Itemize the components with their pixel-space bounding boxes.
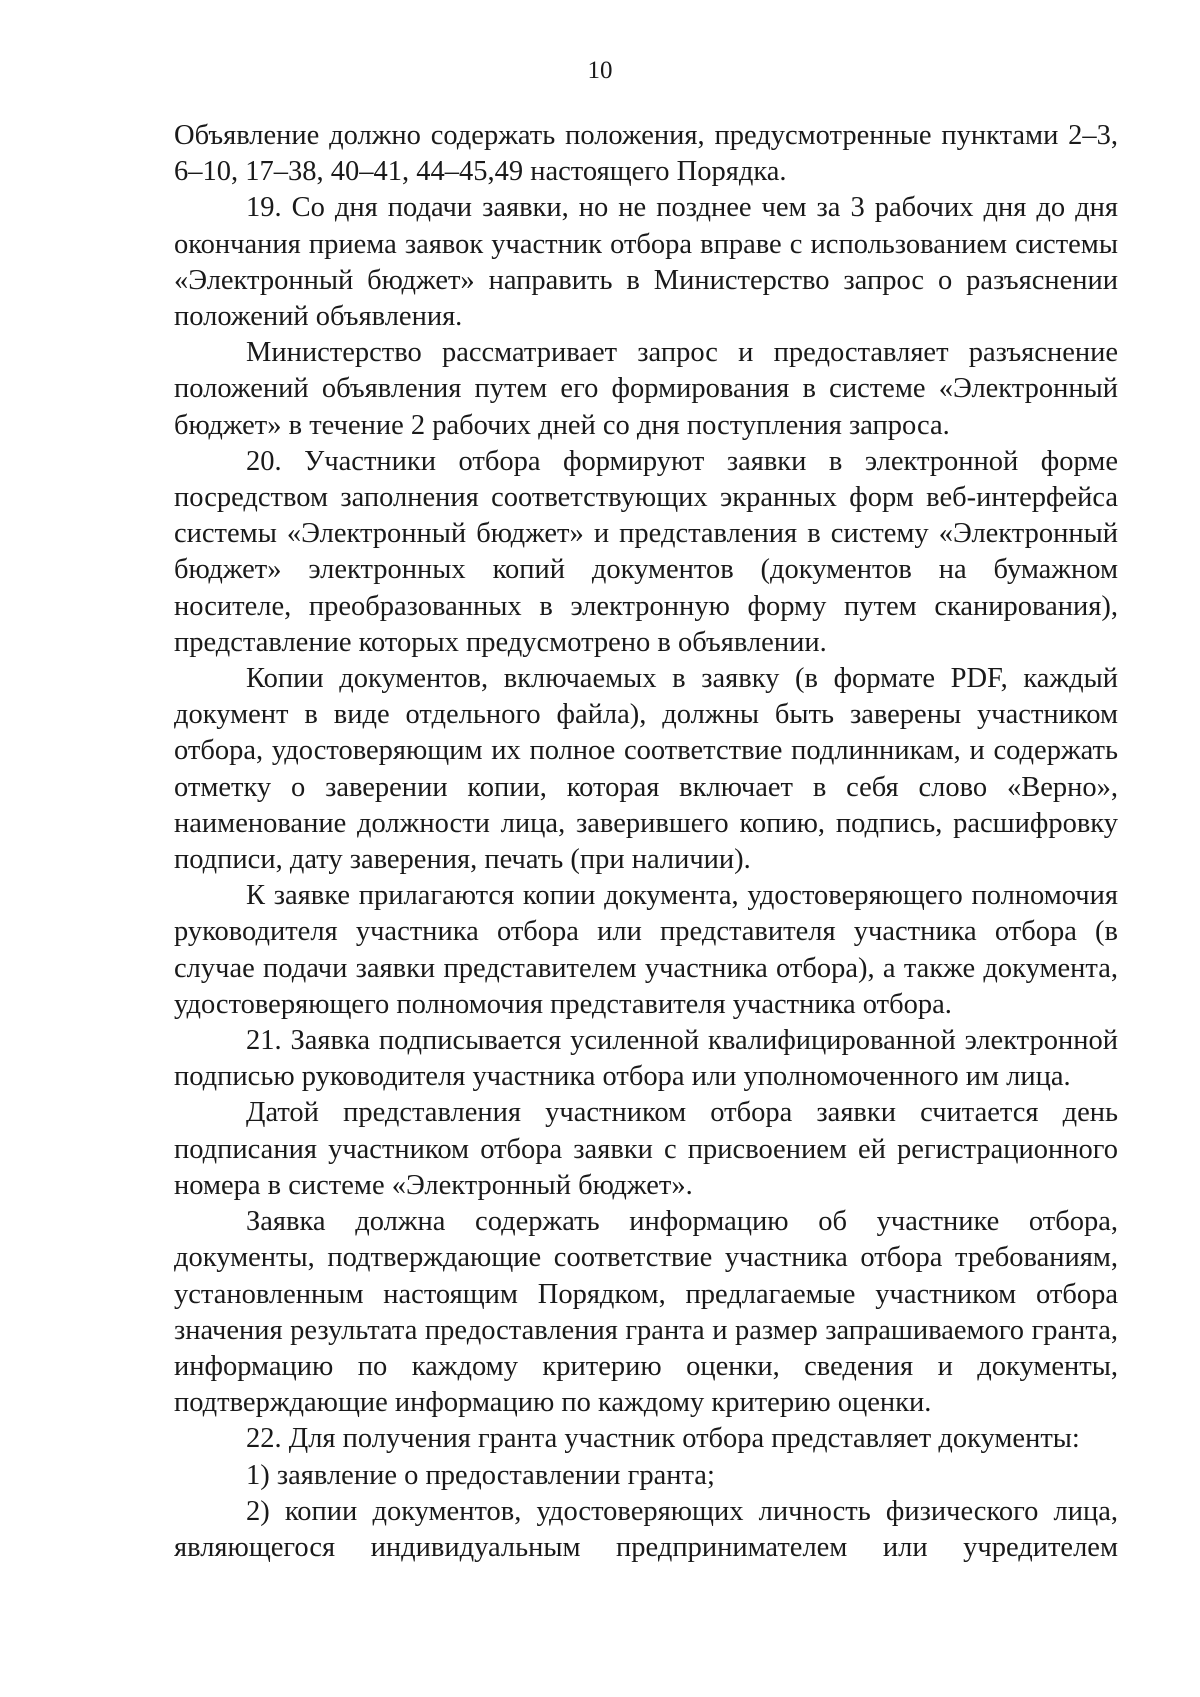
- list-item-1-grant-application: 1) заявление о предоставлении гранта;: [246, 1459, 715, 1491]
- paragraph-document-copies: Копии документов, включаемых в заявку (в формате PDF, каждый документ в виде отдельного файла), должны быть заверены участником отбора, удостоверяющим их полное соответствие подлинникам, и содержать отметку о заверении копии, которая включает в себя слово «Верно», наименование должности лица, заверившего копию, подпись, расшифровку подписи, дату заверения, печать (при наличии).: [174, 663, 1118, 876]
- paragraph-22-required-documents: 22. Для получения гранта участник отбора представляет документы:: [246, 1423, 1080, 1455]
- list-item-2-identity-documents: 2) копии документов, удостоверяющих личность физического лица, являющегося индивидуальным предпринимателем или учредителем: [174, 1495, 1118, 1563]
- document-body: [174, 118, 1118, 1566]
- paragraph-announcement-contents: Объявление должно содержать положения, предусмотренные пунктами 2–3, 6–10, 17–38, 40–41, 44–45,49 настоящего Порядка.: [174, 120, 1118, 188]
- paragraph-ministry-response: Министерство рассматривает запрос и предоставляет разъяснение положений объявления путем его формирования в системе «Электронный бюджет» в течение 2 рабочих дней со дня поступления запроса.: [174, 337, 1118, 441]
- page-number: 10: [587, 57, 613, 84]
- paragraph-authority-documents: К заявке прилагаются копии документа, удостоверяющего полномочия руководителя участника отбора или представителя участника отбора (в случае подачи заявки представителем участника отбора), а также документа, удостоверяющего полномочия представителя участника отбора.: [174, 880, 1118, 1020]
- paragraph-submission-date: Датой представления участником отбора заявки считается день подписания участником отбора заявки с присвоением ей регистрационного номера в системе «Электронный бюджет».: [174, 1097, 1118, 1201]
- paragraph-application-contents: Заявка должна содержать информацию об участнике отбора, документы, подтверждающие соответствие участника отбора требованиям, установленным настоящим Порядком, предлагаемые участником отбора значения результата предоставления гранта и размер запрашиваемого гранта, информацию по каждому критерию оценки, сведения и документы, подтверждающие информацию по каждому критерию оценки.: [174, 1206, 1118, 1419]
- paragraph-21-signature: 21. Заявка подписывается усиленной квалифицированной электронной подписью руководителя участника отбора или уполномоченного им лица.: [174, 1025, 1118, 1093]
- paragraph-20-electronic-applications: 20. Участники отбора формируют заявки в электронной форме посредством заполнения соответствующих экранных форм веб-интерфейса системы «Электронный бюджет» и представления в систему «Электронный бюджет» электронных копий документов (документов на бумажном носителе, преобразованных в электронную форму путем сканирования), представление которых предусмотрено в объявлении.: [174, 445, 1118, 658]
- paragraph-19-clarification-request: 19. Со дня подачи заявки, но не позднее чем за 3 рабочих дня до дня окончания приема заявок участник отбора вправе с использованием системы «Электронный бюджет» направить в Министерство запрос о разъяснении положений объявления.: [174, 192, 1118, 333]
